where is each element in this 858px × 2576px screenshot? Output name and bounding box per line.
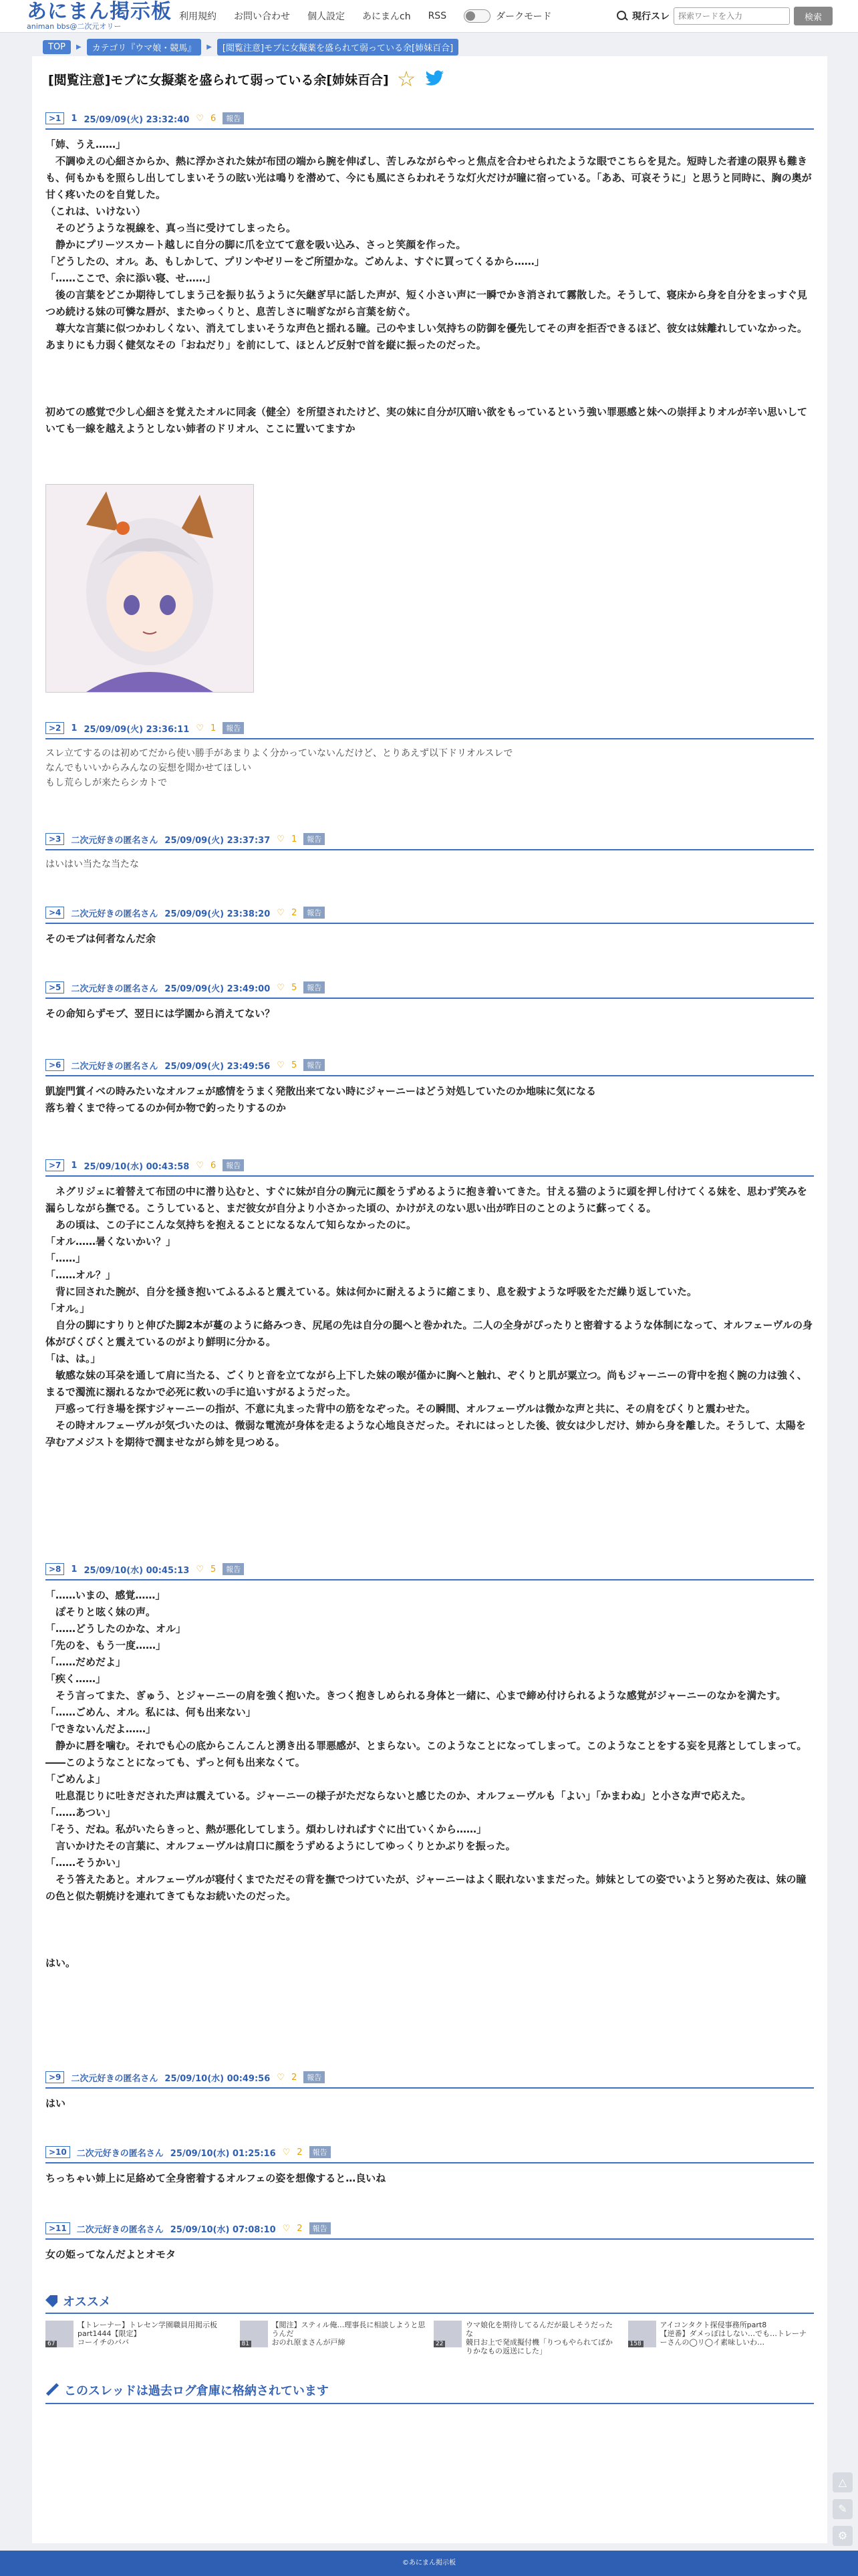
post-header <box>45 2069 814 2089</box>
poster-name: 二次元好きの匿名さん <box>71 835 158 846</box>
dark-mode-label: ダークモード <box>496 11 552 22</box>
post-date: 25/09/10(水) 00:49:56 <box>164 2073 271 2084</box>
like-heart-icon[interactable]: ♡ <box>277 1060 285 1070</box>
res-number[interactable]: >2 <box>45 722 64 734</box>
breadcrumb-separator-icon: ▶ <box>206 43 212 51</box>
recommend-item-sub: 競日お上で発成擬付機「りつもやられてばかりかなもの返送にした」 <box>466 2338 613 2355</box>
post-body: 女の姫ってなんだよとオモタ <box>45 2248 176 2260</box>
recommend-item[interactable] <box>628 2321 815 2347</box>
write-icon[interactable]: ✎ <box>833 2499 853 2519</box>
post-header <box>45 1056 814 1076</box>
recommend-thumbnail[interactable] <box>434 2321 462 2347</box>
like-heart-icon[interactable]: ♡ <box>196 723 204 733</box>
post-9 <box>45 2069 814 2112</box>
post-body: その命知らずモブ、翌日には学園から消えてない？ <box>45 1008 275 1020</box>
post-header <box>45 719 814 739</box>
recommend-item-title[interactable]: アイコンタクト探侵事務所part8 <box>660 2321 767 2329</box>
post-header <box>45 1560 814 1580</box>
report-button[interactable]: 報告 <box>309 2146 331 2158</box>
poster-name: 二次元好きの匿名さん <box>71 909 158 919</box>
poster-name: 二次元好きの匿名さん <box>71 2073 158 2084</box>
recommend-count: 67 <box>45 2341 57 2347</box>
pencil-icon <box>45 2383 59 2397</box>
res-number[interactable]: >3 <box>45 833 64 845</box>
res-number[interactable]: >5 <box>45 981 64 993</box>
dark-mode-control <box>464 9 551 23</box>
nav-terms[interactable]: 利用規約 <box>179 11 217 22</box>
footer-copyright: ©あにまん掲示板 <box>402 2559 456 2567</box>
poster-name: 1 <box>71 1564 78 1574</box>
report-button[interactable]: 報告 <box>309 2222 331 2234</box>
post-body: 「……いまの、感覚……」 ぽそりと呟く妹の声。 「……どうしたのかな、オル」 「先のを、もう一度……」 「……だめだよ」 「疾く……」 そう言ってまた、ぎゅう、とジャーニーの肩を強く抱いた。きつく抱きしめられる身体と一緒に、心まで締め付けられるような感覚がジャーニーのなかを満たす。 「……ごめん、オル。私には、何も出来ない」 「できないんだよ……」 静かに唇を噛む。それでも心の底からこんこんと湧き出る罪悪感が、とまらない。このようなことになってしまって。このようなことをする妄を見落としてしまって。――このようなことになっても、ずっと何も出来なくて。 「ごめんよ」 吐息混じりに吐きだされた声は震えている。ジャーニーの様子がただならないと感じたのか、オルフェーヴルも「よい」「かまわぬ」と小さな声で応えた。 「……あつい」 「そう、だね。私がいたらきっと、熱が悪化してしまう。煩わしければすぐに出ていくから……」 言いかけたその言葉に、オルフェーヴルは肩口に顔をうずめるようにしてゆっくりとかぶりを振った。 「……そうかい」 そう答えたあと。オルフェーヴルが寝付くまでただその背を撫でつけていたが、ジャーニーはよく眠れないままだった。姉妹としての姿でいようと努めた夜は、妹の瞳の色と似た朝焼けを連れてきてもなお続いたのだった。 はい。 <box>45 1589 807 1969</box>
post-body: はいはい当たな当たな <box>45 859 139 870</box>
search-button[interactable]: 検索 <box>794 7 833 25</box>
res-number[interactable]: >8 <box>45 1563 64 1575</box>
header-nav <box>179 9 552 23</box>
res-number[interactable]: >1 <box>45 112 64 124</box>
like-heart-icon[interactable]: ♡ <box>277 907 285 918</box>
like-heart-icon[interactable]: ♡ <box>277 982 285 993</box>
post-6 <box>45 1056 814 1117</box>
attached-image[interactable] <box>45 484 254 693</box>
breadcrumb-top[interactable]: TOP <box>43 40 71 54</box>
recommend-thumbnail[interactable] <box>240 2321 268 2347</box>
search-scope[interactable]: 現行スレ <box>632 11 670 22</box>
recommend-item[interactable] <box>434 2321 620 2355</box>
like-count: 1 <box>291 834 297 844</box>
like-heart-icon[interactable]: ♡ <box>277 834 285 844</box>
recommend-item-title[interactable]: ウマ娘化を期待してるんだが最しそうだったな <box>466 2321 613 2338</box>
archived-notice <box>45 2381 814 2404</box>
archived-text: このスレッドは過去ログ倉庫に格納されています <box>64 2384 329 2398</box>
res-number[interactable]: >11 <box>45 2222 70 2234</box>
recommend-item-title[interactable]: 【閲注】スティル俺…理事長に相談しようと思うんだ <box>271 2321 426 2338</box>
breadcrumb <box>43 39 458 55</box>
recommend-item-title[interactable]: 【トレーナー】トレセン学園職員用掲示板part1444【限定】 <box>78 2321 217 2338</box>
site-footer <box>0 2551 858 2576</box>
post-date: 25/09/09(火) 23:37:37 <box>164 835 271 846</box>
breadcrumb-separator-icon: ▶ <box>76 43 82 51</box>
post-3 <box>45 830 814 872</box>
recommend-count: 158 <box>628 2341 644 2347</box>
recommend-title: オススメ <box>63 2295 111 2309</box>
like-count: 1 <box>210 723 217 733</box>
report-button[interactable]: 報告 <box>223 1563 244 1575</box>
post-date: 25/09/09(火) 23:49:00 <box>164 983 271 994</box>
thread-container <box>32 56 827 2543</box>
site-logo[interactable] <box>27 1 172 31</box>
like-heart-icon[interactable]: ♡ <box>196 113 204 124</box>
dark-mode-toggle[interactable] <box>464 9 490 23</box>
favorite-star-icon[interactable]: ☆ <box>396 66 416 92</box>
like-count: 5 <box>291 1060 297 1070</box>
post-date: 25/09/09(火) 23:38:20 <box>164 909 271 919</box>
post-header <box>45 830 814 850</box>
post-8 <box>45 1560 814 2082</box>
post-2 <box>45 719 814 790</box>
nav-settings[interactable]: 個人設定 <box>307 11 345 22</box>
like-heart-icon[interactable]: ♡ <box>282 2147 291 2157</box>
post-date: 25/09/10(水) 07:08:10 <box>170 2224 276 2235</box>
post-1 <box>45 110 814 451</box>
poster-name: 二次元好きの匿名さん <box>71 983 158 994</box>
search-icon <box>616 10 628 22</box>
res-number[interactable]: >10 <box>45 2146 70 2158</box>
post-date: 25/09/09(火) 23:36:11 <box>84 724 190 735</box>
nav-contact[interactable]: お問い合わせ <box>234 11 290 22</box>
post-10 <box>45 2143 814 2187</box>
post-7 <box>45 1157 814 1558</box>
recommend-header <box>45 2293 814 2314</box>
like-heart-icon[interactable]: ♡ <box>282 2223 291 2234</box>
recommend-thumbnail[interactable] <box>628 2321 656 2347</box>
recommend-count: 22 <box>434 2341 445 2347</box>
poster-name: 1 <box>71 1160 78 1171</box>
post-date: 25/09/09(火) 23:49:56 <box>164 1061 271 1072</box>
post-header <box>45 904 814 924</box>
search-input[interactable] <box>674 7 790 25</box>
nav-rss[interactable]: RSS <box>428 11 447 21</box>
recommend-item-sub: 【逆番】ダメっぽはしない…でも…トレーナーさんの◯リ◯イ素味しいわ… <box>660 2329 807 2347</box>
res-number[interactable]: >9 <box>45 2071 64 2083</box>
res-number[interactable]: >7 <box>45 1159 64 1171</box>
report-button[interactable]: 報告 <box>223 112 244 124</box>
like-heart-icon[interactable]: ♡ <box>277 2072 285 2083</box>
settings-gear-icon[interactable]: ⚙ <box>833 2526 853 2546</box>
poster-name: 二次元好きの匿名さん <box>76 2148 164 2159</box>
post-5 <box>45 979 814 1022</box>
report-button[interactable]: 報告 <box>303 833 325 845</box>
search-bar <box>616 7 833 25</box>
post-body: 「姉、うえ……」 不調ゆえの心細さからか、熱に浮かされた妹が布団の端から腕を伸ばし、苦しみながらやっと焦点を合わせられたような眼でこちらを見た。短時した者達の限界も難きも、何もかもを照らし出してしまいそうの眩い光は鳴りを潜めて、今にも風にさらわれそうな灯火だけが瞳に宿っている。「ああ、可哀そうに」と思うと同時に、胸の奥が甘く疼いたのを自覚した。 （これは、いけない） そのどうような視線を、真っ当に受けてしまったら。 静かにプリーツスカート越しに自分の脚に爪を立てて意を吸い込み、さっと笑顔を作った。 「どうしたの、オル。あ、もしかして、プリンやゼリーをご所望かな。ごめんよ、すぐに買ってくるから……」 「……ここで、余に添い寝、せ……」 後の言葉をどこか期待してしまう己を振り払うように矢継ぎ早に話した声が、短く小さい声に一瞬でかき消されて霧散した。そうして、寝床から身を自分をまっすぐ見つめ続ける妹の可憐な唇が、またゆっくりと、息苦しさに喘ぎながら言葉を紡ぐ。 尊大な言葉に似つかわしくない、消えてしまいそうな声色と揺れる瞳。己のやましい気持ちの防御を優先してその声を拒否できるほど、彼女は妹離れしていなかった。あまりにも力弱く健気なその「おねだり」を前にして、ほとんど反射で首を縦に振ったのだった。 初めての感覚で少し心細さを覚えたオルに同衾（健全）を所望されたけど、実の妹に自分が仄暗い欲をもっているという強い罪悪感と妹への崇拝よりオルが辛い思いしていても一線を越えようとしない姉者のドリオル、ここに置いてますか <box>45 138 812 435</box>
scroll-top-icon[interactable]: △ <box>833 2472 853 2492</box>
report-button[interactable]: 報告 <box>303 907 325 919</box>
like-heart-icon[interactable]: ♡ <box>196 1564 204 1574</box>
like-count: 2 <box>291 907 297 918</box>
recommend-grid <box>45 2321 814 2355</box>
post-4 <box>45 904 814 947</box>
res-number[interactable]: >4 <box>45 907 64 919</box>
like-count: 6 <box>210 113 217 124</box>
post-body: はい <box>45 2097 66 2109</box>
recommend-item-sub: コーイチのババ <box>78 2338 129 2347</box>
like-count: 5 <box>291 982 297 993</box>
post-body: そのモブは何者なんだ余 <box>45 933 156 945</box>
recommend-thumbnail[interactable] <box>45 2321 74 2347</box>
post-date: 25/09/10(水) 00:45:13 <box>84 1565 190 1576</box>
recommend-item-sub: おのれ原まさんが戸締 <box>271 2338 345 2347</box>
like-count: 5 <box>210 1564 217 1574</box>
site-header <box>0 0 858 33</box>
recommend-count: 81 <box>240 2341 251 2347</box>
breadcrumb-thread[interactable]: [閲覧注意]モブに女擬薬を盛られて弱っている余[姉妹百合] <box>217 39 458 55</box>
nav-animanch[interactable]: あにまんch <box>362 11 411 22</box>
post-body: ちっちゃい姉上に足絡めて全身密着するオルフェの姿を想像すると…良いね <box>45 2172 386 2184</box>
post-header <box>45 110 814 130</box>
poster-name: 1 <box>71 723 78 733</box>
report-button[interactable]: 報告 <box>303 1059 325 1071</box>
post-body: ネグリジェに着替えて布団の中に潜り込むと、すぐに妹が自分の胸元に顔をうずめるように抱き着いてきた。甘える猫のように頭を押し付けてくる妹を、思わず笑みを漏らしながら撫でる。こうしていると、まだ彼女が自分より小さかった頃の、かけがえのない思い出が昨日のことのように蘇ってくる。 あの頃は、この子にこんな気持ちを抱えることになるなんて知らなかったのに。 「オル……暑くないかい？」 「……」 「……オル？」 背に回された腕が、自分を掻き抱いてふるふると震えている。妹は何かに耐えるように縮こまり、息を殺すような呼吸をただ繰り返していた。 「オル。」 自分の脚にすりりと伸びた脚2本が蔓のように絡みつき、尻尾の先は自分の腿へと巻かれた。二人の全身がぴったりと密着するような体制になって、オルフェーヴルの身体がびくびくと震えているのがより鮮明に分かる。 「は、は。」 敏感な妹の耳朶を通して肩に当たる、ごくりと音を立てながら上下した妹の喉が僅かに胸へと触れ、ぞくりと肌が粟立つ。尚もジャーニーの背中を抱く腕の力は強く、まるで濁流に溺れるなかで必死に救いの手に追いすがるようだった。 戸惑って行き場を探すジャーニーの指が、不意に丸まった背中の筋をなぞった。その瞬間、オルフェーヴルは微かな声と共に、その肩をびくりと震わせた。 その時オルフェーヴルが気づいたのは、微弱な電流が身体を走るような心地良さだった。それにはっとした後、彼女は少しだけ、姉から身を離した。そうして、太陽を孕むアメジストを期待で潤ませながら姉を見つめる。 <box>45 1185 813 1448</box>
res-number[interactable]: >6 <box>45 1059 64 1071</box>
poster-name: 1 <box>71 113 78 124</box>
recommend-item[interactable] <box>240 2321 426 2347</box>
post-header <box>45 1157 814 1177</box>
post-header <box>45 2143 814 2163</box>
like-count: 2 <box>297 2147 303 2157</box>
tag-icon <box>45 2295 57 2307</box>
logo-subtext: animan bbs@二次元オリー <box>27 22 122 31</box>
post-header <box>45 979 814 999</box>
post-body: 凱旋門賞イベの時みたいなオルフェが感情をうまく発散出来てない時にジャーニーはどう対処していたのか地味に気になる 落ち着くまで待ってるのか何か物で釣ったりするのか <box>45 1085 596 1114</box>
thread-title: [閲覧注意]モブに女擬薬を盛られて弱っている余[姉妹百合] <box>48 72 389 88</box>
like-count: 6 <box>210 1160 217 1171</box>
recommend-item[interactable] <box>45 2321 232 2347</box>
report-button[interactable]: 報告 <box>223 1159 244 1171</box>
post-11 <box>45 2220 814 2263</box>
recommend-section <box>45 2293 814 2355</box>
post-body: スレ立てするのは初めてだから使い勝手があまりよく分かっていないんだけど、とりあえず以下ドリオルスレで なんでもいいからみんなの妄想を聞かせてほしい もし荒らしが来たらシカトで <box>45 748 513 788</box>
post-date: 25/09/10(水) 00:43:58 <box>84 1161 190 1172</box>
report-button[interactable]: 報告 <box>303 2071 325 2083</box>
post-date: 25/09/09(火) 23:32:40 <box>84 114 190 125</box>
logo-text[interactable]: あにまん掲示板 <box>27 0 172 23</box>
like-count: 2 <box>297 2223 303 2234</box>
like-count: 2 <box>291 2072 297 2083</box>
poster-name: 二次元好きの匿名さん <box>71 1061 158 1072</box>
breadcrumb-category[interactable]: カテゴリ『ウマ娘・競馬』 <box>87 39 201 55</box>
thread-title-row <box>48 68 445 90</box>
poster-name: 二次元好きの匿名さん <box>76 2224 164 2235</box>
character-illustration-icon <box>46 485 253 692</box>
report-button[interactable]: 報告 <box>223 722 244 734</box>
twitter-share-icon[interactable] <box>424 69 445 89</box>
report-button[interactable]: 報告 <box>303 981 325 993</box>
post-date: 25/09/10(水) 01:25:16 <box>170 2148 276 2159</box>
like-heart-icon[interactable]: ♡ <box>196 1160 204 1171</box>
post-header <box>45 2220 814 2240</box>
